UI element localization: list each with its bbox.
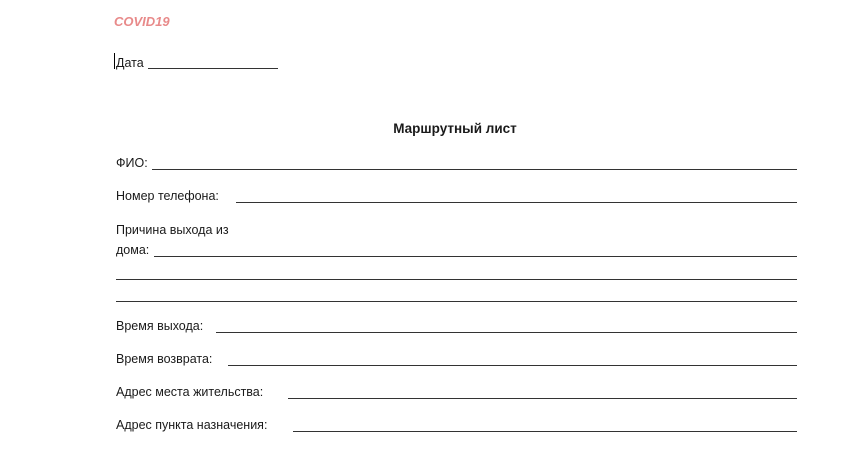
date-line[interactable] bbox=[148, 68, 278, 69]
covid19-header: COVID19 bbox=[114, 14, 170, 29]
reason-label-line2: дома: bbox=[116, 243, 150, 257]
reason-line-3[interactable] bbox=[116, 301, 797, 302]
phone-label: Номер телефона: bbox=[116, 189, 219, 203]
reason-label-line1: Причина выхода из bbox=[116, 223, 229, 237]
form-title: Маршрутный лист bbox=[393, 121, 517, 136]
phone-line[interactable] bbox=[236, 202, 797, 203]
return-time-label: Время возврата: bbox=[116, 352, 213, 366]
reason-line-2[interactable] bbox=[116, 279, 797, 280]
departure-time-label: Время выхода: bbox=[116, 319, 204, 333]
home-address-line[interactable] bbox=[288, 398, 797, 399]
return-time-line[interactable] bbox=[228, 365, 797, 366]
text-cursor bbox=[114, 53, 115, 69]
date-label: Дата bbox=[116, 56, 144, 70]
destination-address-label: Адрес пункта назначения: bbox=[116, 418, 268, 432]
home-address-label: Адрес места жительства: bbox=[116, 385, 264, 399]
fio-line[interactable] bbox=[152, 169, 797, 170]
departure-time-line[interactable] bbox=[216, 332, 797, 333]
reason-line-1[interactable] bbox=[154, 256, 797, 257]
destination-address-line[interactable] bbox=[293, 431, 797, 432]
fio-label: ФИО: bbox=[116, 156, 148, 170]
